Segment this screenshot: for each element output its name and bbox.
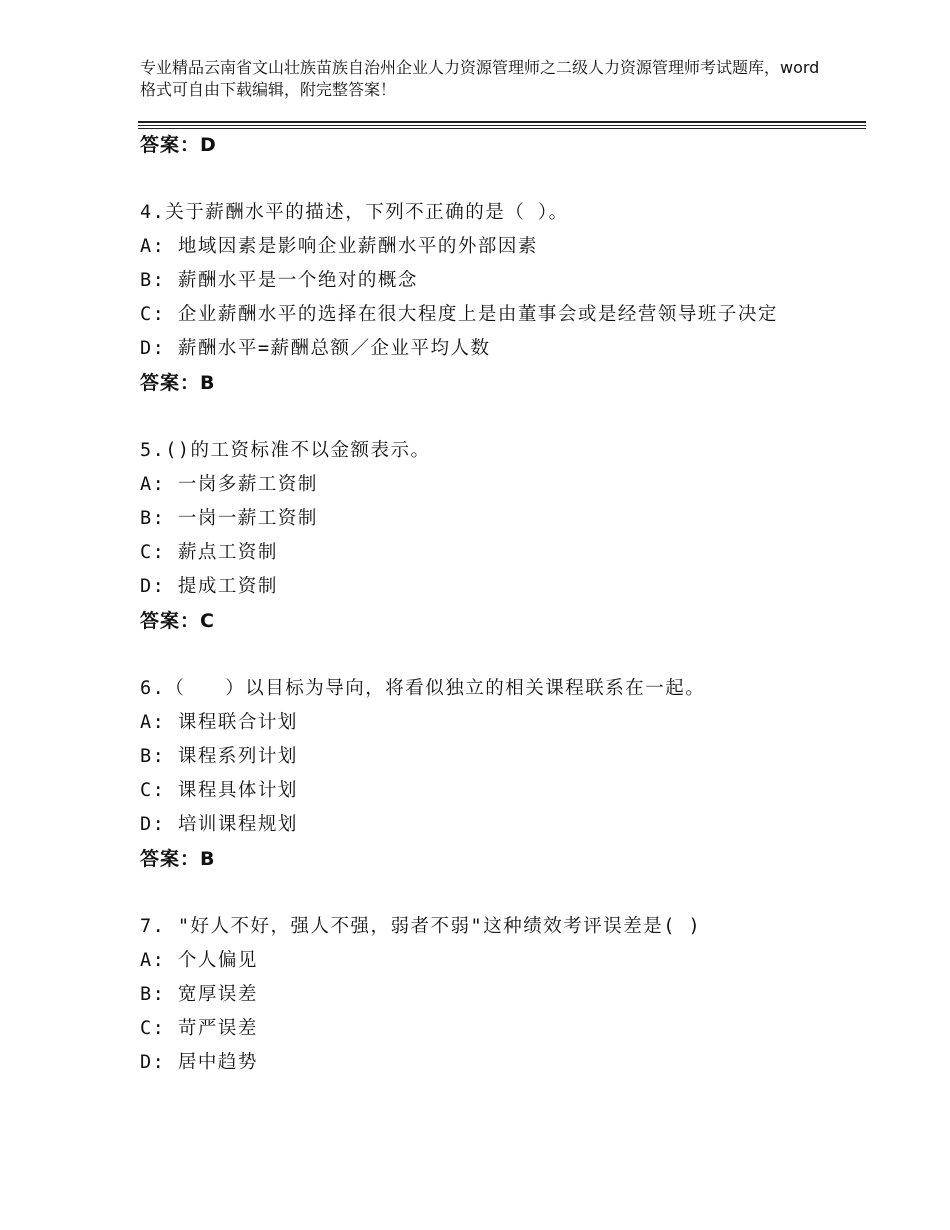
header-rule-top [138,121,866,123]
answer-line-3 [140,128,840,162]
option-a: A: 地域因素是影响企业薪酬水平的外部因素 [140,236,538,257]
option-d: D: 薪酬水平=薪酬总额／企业平均人数 [140,338,491,359]
spacer [140,400,840,434]
header-rule-middle [138,125,866,126]
answer-value: C [200,610,214,632]
page-header-title: 专业精品云南省文山壮族苗族自治州企业人力资源管理师之二级人力资源管理师考试题库，word格式可自由下载编辑，附完整答案！ [140,58,820,99]
answer-line [140,366,840,400]
spacer [140,876,840,910]
option-c: C: 企业薪酬水平的选择在很大程度上是由董事会或是经营领导班子决定 [140,304,778,325]
option-d: D: 培训课程规划 [140,814,298,835]
option-b: B: 课程系列计划 [140,746,298,767]
answer-value: B [200,372,215,394]
answer-line [140,604,840,638]
question-stem: 4.关于薪酬水平的描述，下列不正确的是（ ）。 [140,202,569,223]
spacer [140,638,840,672]
answer-label: 答案： [140,610,201,632]
answer-label: 答案： [140,372,201,394]
answer-label: 答案： [140,848,201,870]
option-d: D: 提成工资制 [140,576,278,597]
spacer [140,162,840,196]
question-stem: 5.()的工资标准不以金额表示。 [140,440,431,461]
document-content [140,128,840,1080]
option-a: A: 一岗多薪工资制 [140,474,318,495]
question-6 [140,672,840,876]
question-7 [140,910,840,1080]
question-stem: 6.（ ）以目标为导向，将看似独立的相关课程联系在一起。 [140,678,706,699]
option-d: D: 居中趋势 [140,1052,258,1073]
option-a: A: 课程联合计划 [140,712,298,733]
answer-line [140,842,840,876]
answer-value: D [200,134,216,156]
option-a: A: 个人偏见 [140,950,258,971]
option-b: B: 宽厚误差 [140,984,258,1005]
option-b: B: 一岗一薪工资制 [140,508,318,529]
question-5 [140,434,840,638]
option-c: C: 课程具体计划 [140,780,298,801]
answer-value: B [200,848,215,870]
question-stem: 7. "好人不好，强人不强，弱者不弱"这种绩效考评误差是( ) [140,916,702,937]
option-c: C: 薪点工资制 [140,542,278,563]
option-b: B: 薪酬水平是一个绝对的概念 [140,270,418,291]
option-c: C: 苛严误差 [140,1018,258,1039]
question-4 [140,196,840,400]
answer-label: 答案： [140,134,201,156]
